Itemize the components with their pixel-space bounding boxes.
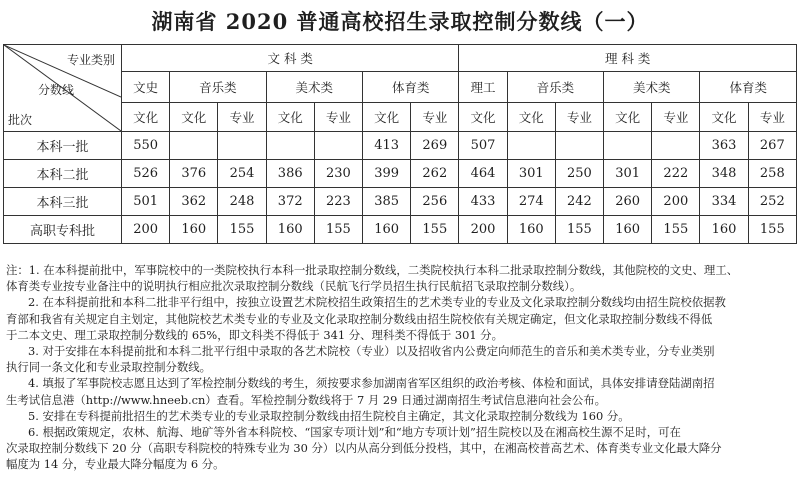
score-cell: 160 [170,216,218,244]
score-cell: 269 [411,132,459,160]
score-cell: 223 [314,188,362,216]
score-cell [652,132,700,160]
score-cell [218,132,266,160]
row-label: 本科一批 [4,132,122,160]
note-line: 6. 根据政策规定，农林、航海、地矿等外省本科院校、“国家专项计划”和“地方专项计划”招生院校以及在湘高校生源不足时，可在 [28,425,681,440]
score-cell: 301 [604,160,652,188]
score-cell: 160 [507,216,555,244]
corner-label-category: 专业类别 [66,53,115,67]
score-cell: 200 [652,188,700,216]
table-row [4,216,797,244]
group-header: 音乐类 [507,72,603,103]
group-header: 文史 [122,72,170,103]
group-header: 理工 [459,72,507,103]
note-line: 于二本文史、理工录取控制分数线的 65%，即文科类不得低于 341 分、理科类不得低于 301 分。 [6,327,503,342]
sub-header-cell: 文化 [363,103,411,132]
score-cell: 250 [555,160,603,188]
sub-header-cell: 专业 [314,103,362,132]
sub-header-cell: 文化 [507,103,555,132]
note-line: 生考试信息港（http://www.hneeb.cn）查看。军检控制分数线将于 7 月 29 日通过湖南招生考试信息港向社会公布。 [6,392,607,407]
sub-header-cell: 文化 [122,103,170,132]
score-cell: 160 [700,216,748,244]
score-cell: 252 [748,188,796,216]
note-line: 3. 对于安排在本科提前批和本科二批平行组中录取的各艺术院校（专业）以及招收省内公费定向师范生的音乐和美术类专业，分专业类别 [28,344,715,359]
score-cell: 258 [748,160,796,188]
score-cell [555,132,603,160]
score-cell: 155 [652,216,700,244]
score-cell: 262 [411,160,459,188]
sub-header-cell: 文化 [266,103,314,132]
table-corner-cell [4,45,122,132]
score-cell: 200 [122,216,170,244]
sub-header-cell: 文化 [604,103,652,132]
score-cell: 386 [266,160,314,188]
sub-header-cell: 文化 [700,103,748,132]
sub-header-cell: 专业 [652,103,700,132]
group-header: 音乐类 [170,72,266,103]
score-cell [507,132,555,160]
corner-label-score: 分数线 [38,83,75,97]
note-line: 2. 在本科提前批和本科二批非平行组中，按独立设置艺术院校招生政策招生的艺术类专业的专业及文化录取控制分数线均由招生院校依据教 [28,295,726,310]
score-cell: 160 [604,216,652,244]
score-cell: 433 [459,188,507,216]
note-line: 4. 填报了军事院校志愿且达到了军检控制分数线的考生，须按要求参加湖南省军区组织的政治考核、体检和面试，具体安排请登陆湖南招 [28,376,715,391]
note-line: 注：1. 在本科提前批中，军事院校中的一类院校执行本科一批录取控制分数线，二类院校执行本科二批录取控制分数线，其他院校的文史、理工、 [6,263,739,277]
score-cell: 376 [170,160,218,188]
note-line: 5. 安排在专科提前批招生的艺术类专业的专业录取控制分数线由招生院校自主确定，其文化录取控制分数线为 160 分。 [28,408,630,423]
table-row [4,132,797,160]
sub-header-cell: 文化 [170,103,218,132]
group-header: 美术类 [266,72,362,103]
score-cell: 160 [363,216,411,244]
score-cell: 507 [459,132,507,160]
score-cell: 155 [555,216,603,244]
score-cell: 363 [700,132,748,160]
score-cell: 155 [748,216,796,244]
sub-header-cell: 专业 [411,103,459,132]
note-line: 体育类专业按专业备注中的说明执行相应批次录取控制分数线（民航飞行学员招生执行民航招飞录取控制分数线）。 [6,279,582,294]
sub-header-cell: 专业 [218,103,266,132]
row-label: 本科三批 [4,188,122,216]
score-cell [266,132,314,160]
sub-header-cell: 文化 [459,103,507,132]
row-label: 本科二批 [4,160,122,188]
group-header: 体育类 [363,72,459,103]
note-line: 育部和我省有关规定自主划定，其他院校艺术类专业的专业及文化录取控制分数线由招生院校依有关规定确定，但文化录取控制分数线不得低 [6,311,713,326]
score-table [3,44,797,244]
score-cell: 464 [459,160,507,188]
score-cell: 155 [411,216,459,244]
score-cell: 248 [218,188,266,216]
score-cell: 301 [507,160,555,188]
score-cell: 362 [170,188,218,216]
score-cell: 155 [218,216,266,244]
score-cell: 155 [314,216,362,244]
corner-label-batch: 批次 [8,113,33,127]
score-cell: 222 [652,160,700,188]
note-line: 次录取控制分数线下 20 分（高职专科院校的特殊专业为 30 分）以内从高分到低分投档，其中，在湘高校普高艺术、体育类专业文化最大降分 [6,441,722,456]
score-cell: 385 [363,188,411,216]
score-cell [170,132,218,160]
score-cell: 399 [363,160,411,188]
table-row [4,160,797,188]
score-cell: 242 [555,188,603,216]
score-cell: 501 [122,188,170,216]
score-cell: 372 [266,188,314,216]
score-cell: 334 [700,188,748,216]
score-cell: 274 [507,188,555,216]
score-cell: 256 [411,188,459,216]
page-title: 湖南省 2020 普通高校招生录取控制分数线（一） [151,9,649,34]
note-line: 执行同一条文化和专业录取控制分数线。 [6,360,212,375]
score-cell [604,132,652,160]
score-cell: 230 [314,160,362,188]
score-cell: 254 [218,160,266,188]
score-cell: 550 [122,132,170,160]
score-cell: 200 [459,216,507,244]
score-cell: 160 [266,216,314,244]
score-cell: 526 [122,160,170,188]
row-label: 高职专科批 [4,216,122,244]
sub-header-cell: 专业 [748,103,796,132]
note-line: 幅度为 14 分，专业最大降分幅度为 6 分。 [6,457,225,472]
score-cell: 267 [748,132,796,160]
score-cell: 348 [700,160,748,188]
sub-header-cell: 专业 [555,103,603,132]
score-cell [314,132,362,160]
header-wenke: 文 科 类 [122,45,459,72]
notes-section [6,262,796,473]
score-cell: 413 [363,132,411,160]
group-header: 体育类 [700,72,797,103]
group-header: 美术类 [604,72,700,103]
score-cell: 260 [604,188,652,216]
header-like: 理 科 类 [459,45,797,72]
table-row [4,188,797,216]
